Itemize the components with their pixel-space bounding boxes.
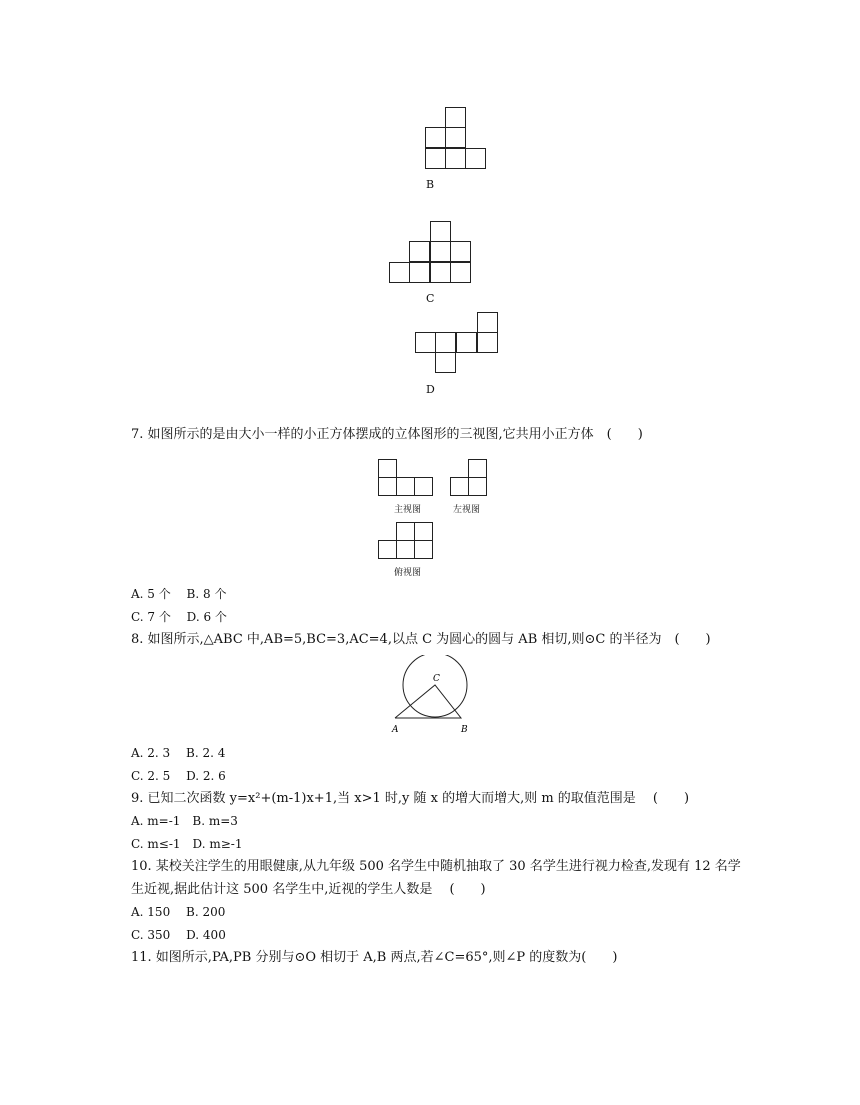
vertex-label-c: C [433,674,440,684]
grid-cell [450,241,471,262]
figure-label-d: D [426,383,435,396]
grid-cell [425,148,446,169]
grid-cell [409,262,430,283]
grid-cell [430,262,451,283]
grid-cell [435,332,456,353]
grid-cell [425,127,446,148]
grid-cell [430,221,451,242]
question-8-options-line-2: C. 2. 5 D. 2. 6 [131,769,226,783]
grid-cell [378,540,397,559]
grid-cell [409,241,430,262]
grid-cell [396,522,415,541]
question-11-text: 11. 如图所示,PA,PB 分别与⊙O 相切于 A,B 两点,若∠C=65°,则∠P 的度数为( ) [131,950,618,965]
left-view-caption: 左视图 [453,505,481,515]
top-view-caption: 俯视图 [394,568,422,578]
question-10-options-line-1: A. 150 B. 200 [131,905,226,919]
grid-cell [414,477,433,496]
grid-cell [415,332,436,353]
question-10-text-line-1: 10. 某校关注学生的用眼健康,从九年级 500 名学生中随机抽取了 30 名学生进行视力检查,发现有 12 名学 [131,859,741,874]
question-9-options-line-1: A. m=-1 B. m=3 [131,814,238,828]
triangle-circle-figure [385,655,485,737]
figure-label-c: C [426,292,435,305]
grid-cell [450,262,471,283]
grid-cell [414,540,433,559]
question-7-options-line-1: A. 5 个 B. 8 个 [131,587,227,601]
grid-cell [396,540,415,559]
grid-cell [445,107,466,128]
front-view-caption: 主视图 [394,505,422,515]
grid-cell [445,127,466,148]
circle-c [403,655,467,717]
grid-cell [477,332,498,353]
grid-cell [456,332,477,353]
vertex-label-a: A [392,725,399,735]
grid-cell [430,241,451,262]
question-7-text: 7. 如图所示的是由大小一样的小正方体摆成的立体图形的三视图,它共用小正方体 ( ) [131,427,643,442]
question-9-options-line-2: C. m≤-1 D. m≥-1 [131,837,243,851]
figure-label-b: B [426,178,435,191]
question-7-options-line-2: C. 7 个 D. 6 个 [131,610,227,624]
question-10-options-line-2: C. 350 D. 400 [131,928,226,942]
vertex-label-b: B [461,725,468,735]
grid-cell [445,148,466,169]
grid-cell [378,477,397,496]
grid-cell [465,148,486,169]
grid-cell [468,477,487,496]
grid-cell [450,477,469,496]
question-9-text: 9. 已知二次函数 y=x²+(m-1)x+1,当 x>1 时,y 随 x 的增大而增大,则 m 的取值范围是 ( ) [131,791,690,806]
grid-cell [396,477,415,496]
grid-cell [378,459,397,478]
grid-cell [435,352,456,373]
grid-cell [477,312,498,333]
question-8-options-line-1: A. 2. 3 B. 2. 4 [131,746,226,760]
grid-cell [414,522,433,541]
grid-cell [389,262,410,283]
question-10-text-line-2: 生近视,据此估计这 500 名学生中,近视的学生人数是 ( ) [131,882,486,897]
question-8-text: 8. 如图所示,△ABC 中,AB=5,BC=3,AC=4,以点 C 为圆心的圆与 AB 相切,则⊙C 的半径为 ( ) [131,632,711,647]
grid-cell [468,459,487,478]
